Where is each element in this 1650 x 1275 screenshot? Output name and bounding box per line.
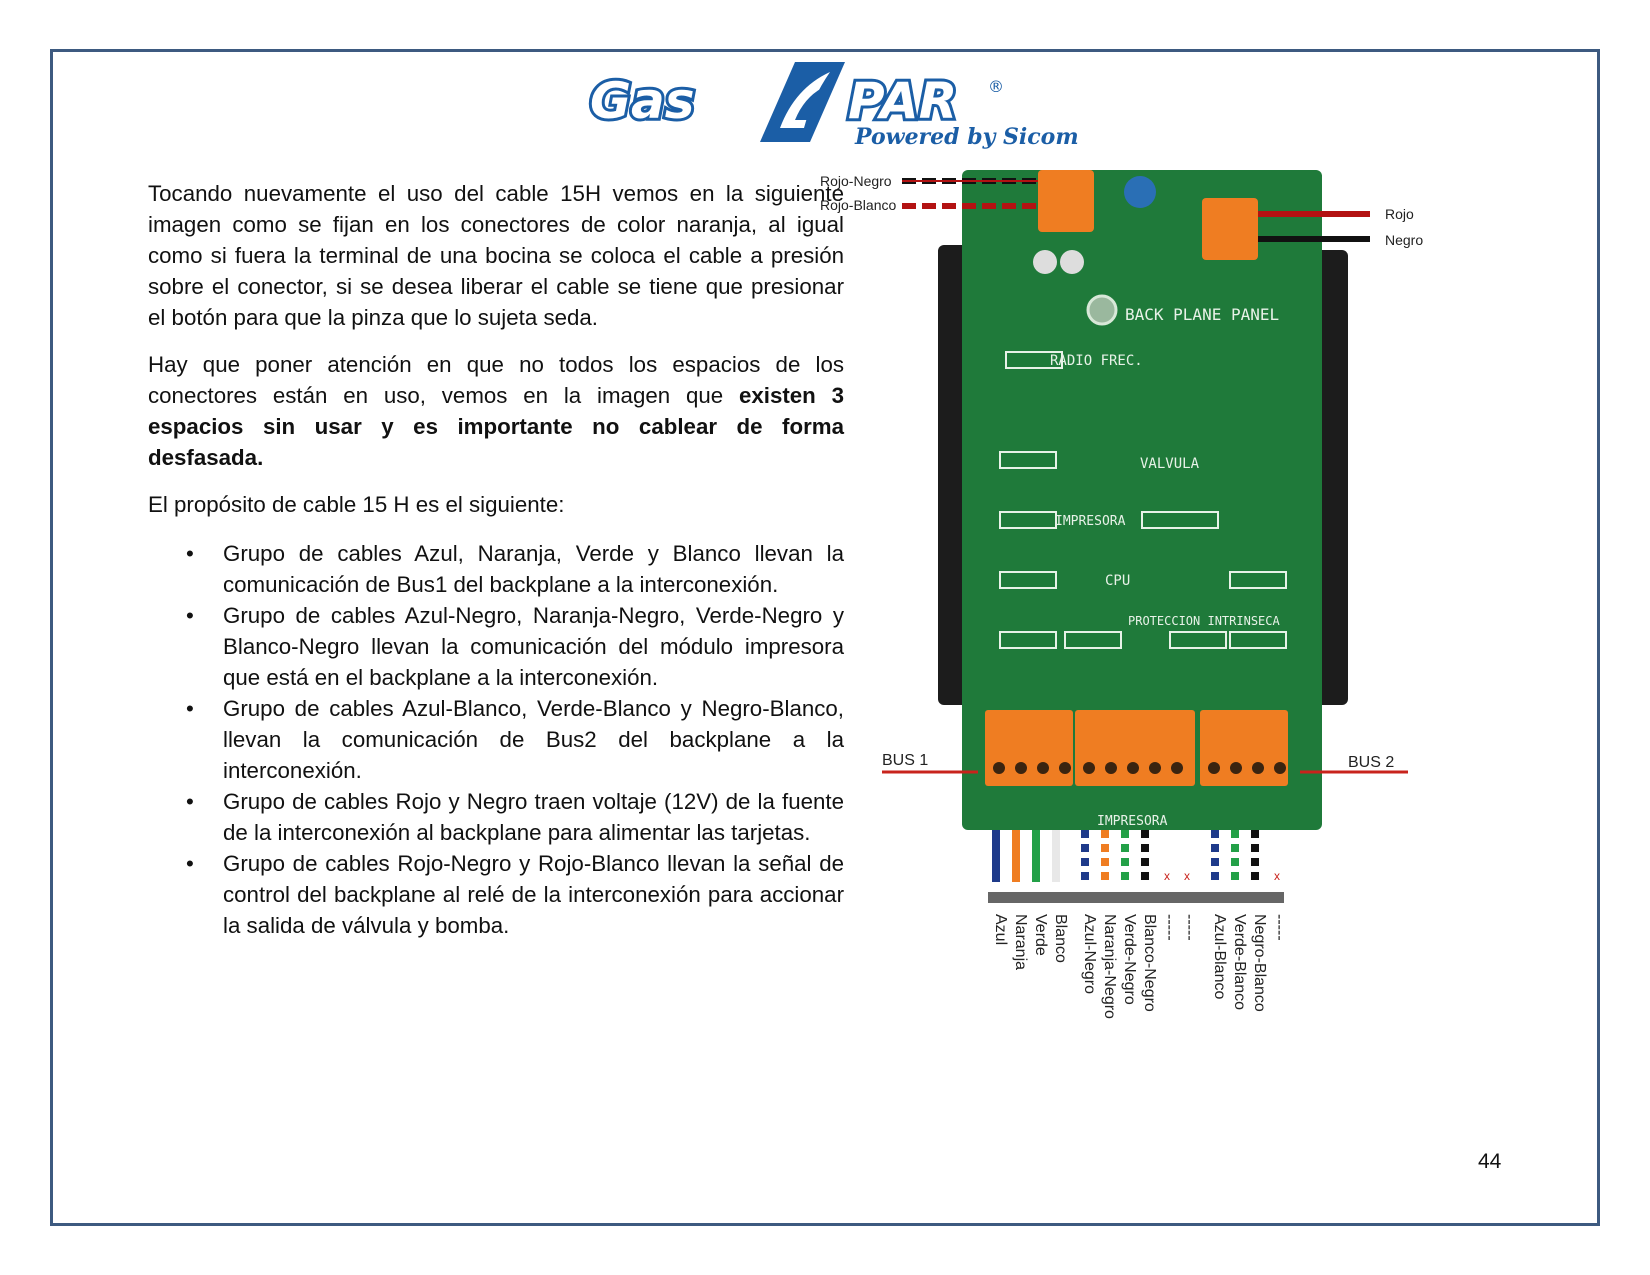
top-connector-left xyxy=(1038,170,1094,232)
wire-name: Azul-Blanco xyxy=(1211,914,1228,1000)
logo-brand-left: Gas xyxy=(590,72,695,130)
bus1-connector xyxy=(985,710,1073,786)
list-item xyxy=(148,600,844,693)
paragraph-2-bold: existen 3 espacios sin usar y es importante no cablear de forma desfasada. xyxy=(148,383,844,470)
label-impresora: IMPRESORA xyxy=(1055,514,1126,529)
label-valvula: VALVULA xyxy=(1140,456,1200,472)
bus2-label: BUS 2 xyxy=(1348,754,1395,771)
wire-name: Blanco-Negro xyxy=(1141,914,1158,1012)
label-back-plane-panel: BACK PLANE PANEL xyxy=(1125,305,1280,324)
wire-label-negro: Negro xyxy=(1385,232,1424,248)
bullet-icon: • xyxy=(186,851,194,876)
wire-label-rojo-negro: Rojo-Negro xyxy=(820,173,892,189)
wire-name: Verde-Negro xyxy=(1121,914,1138,1005)
body-text xyxy=(148,178,844,941)
unused-mark: x xyxy=(1164,869,1170,883)
wire-name: Verde xyxy=(1032,914,1049,956)
list-item-text: Grupo de cables Azul, Naranja, Verde y Blanco llevan la comunicación de Bus1 del backplane a la interconexión. xyxy=(223,541,844,597)
unused-mark: x xyxy=(1184,869,1190,883)
wire-name: Blanco xyxy=(1052,914,1069,963)
impresora-connector xyxy=(1075,710,1195,786)
bullet-icon: • xyxy=(186,603,194,628)
wire-name: ----- xyxy=(1161,914,1178,941)
unused-mark: x xyxy=(1274,869,1280,883)
gaspar-logo xyxy=(590,58,1079,150)
page-number: 44 xyxy=(1478,1150,1502,1173)
wire-name: Negro-Blanco xyxy=(1251,914,1268,1012)
wire-name: Azul-Negro xyxy=(1081,914,1098,995)
logo-brand-right: PAR xyxy=(848,72,958,130)
bus1-label: BUS 1 xyxy=(882,752,929,769)
paragraph-1: Tocando nuevamente el uso del cable 15H vemos en la siguiente imagen como se fijan en los conectores de color naranja, al igual como si fuera la terminal de una bocina se coloca el cable a presión sobre el conector, si se desea liberar el cable se tiene que presionar el botón para que la pinza que lo sujeta seda. xyxy=(148,181,844,330)
list-item-text: Grupo de cables Rojo y Negro traen voltaje (12V) de la fuente de la interconexión al backplane para alimentar las tarjetas. xyxy=(223,789,844,845)
bullet-icon: • xyxy=(186,789,194,814)
paragraph-2-normal: Hay que poner atención en que no todos los espacios de los conectores están en uso, vemos en la imagen que xyxy=(148,352,844,408)
wire-name: Naranja xyxy=(1012,914,1029,971)
bullet-list xyxy=(148,538,844,941)
logo-tagline: Powered by Sicom xyxy=(855,124,1079,150)
list-item-text: Grupo de cables Rojo-Negro y Rojo-Blanco llevan la señal de control del backplane al relé de la interconexión para accionar la salida de válvula y bomba. xyxy=(223,851,844,938)
logo-swoosh-icon xyxy=(760,62,845,142)
wire-name: ----- xyxy=(1181,914,1198,941)
label-proteccion: PROTECCION INTRINSECA xyxy=(1128,614,1280,628)
list-item-text: Grupo de cables Azul-Blanco, Verde-Blanco y Negro-Blanco, llevan la comunicación de Bus2 del backplane a la interconexión. xyxy=(223,696,844,783)
bus2-connector xyxy=(1200,710,1288,786)
paragraph-2 xyxy=(148,349,844,473)
logo-registered: ® xyxy=(988,77,1004,96)
label-cpu: CPU xyxy=(1105,573,1131,589)
list-item xyxy=(148,693,844,786)
top-connector-right xyxy=(1202,198,1258,260)
wire-name: Verde-Blanco xyxy=(1231,914,1248,1011)
bullet-icon: • xyxy=(186,696,194,721)
wire-name: Azul xyxy=(992,914,1009,946)
label-radio-frec: RADIO FREC. xyxy=(1050,353,1143,369)
wire-name: Naranja-Negro xyxy=(1101,914,1118,1019)
label-impresora-bottom: IMPRESORA xyxy=(1097,814,1168,829)
list-item-text: Grupo de cables Azul-Negro, Naranja-Negro, Verde-Negro y Blanco-Negro llevan la comunicación del módulo impresora que está en el backplane a la interconexión. xyxy=(223,603,844,690)
wire-name: ----- xyxy=(1271,914,1288,941)
bullet-icon: • xyxy=(186,541,194,566)
list-item xyxy=(148,538,844,600)
list-item xyxy=(148,848,844,941)
wire-label-rojo-blanco: Rojo-Blanco xyxy=(820,197,897,213)
backplane-diagram xyxy=(820,170,1510,1100)
list-item xyxy=(148,786,844,848)
wire-label-rojo: Rojo xyxy=(1385,206,1414,222)
paragraph-3: El propósito de cable 15 H es el siguiente: xyxy=(148,492,565,517)
